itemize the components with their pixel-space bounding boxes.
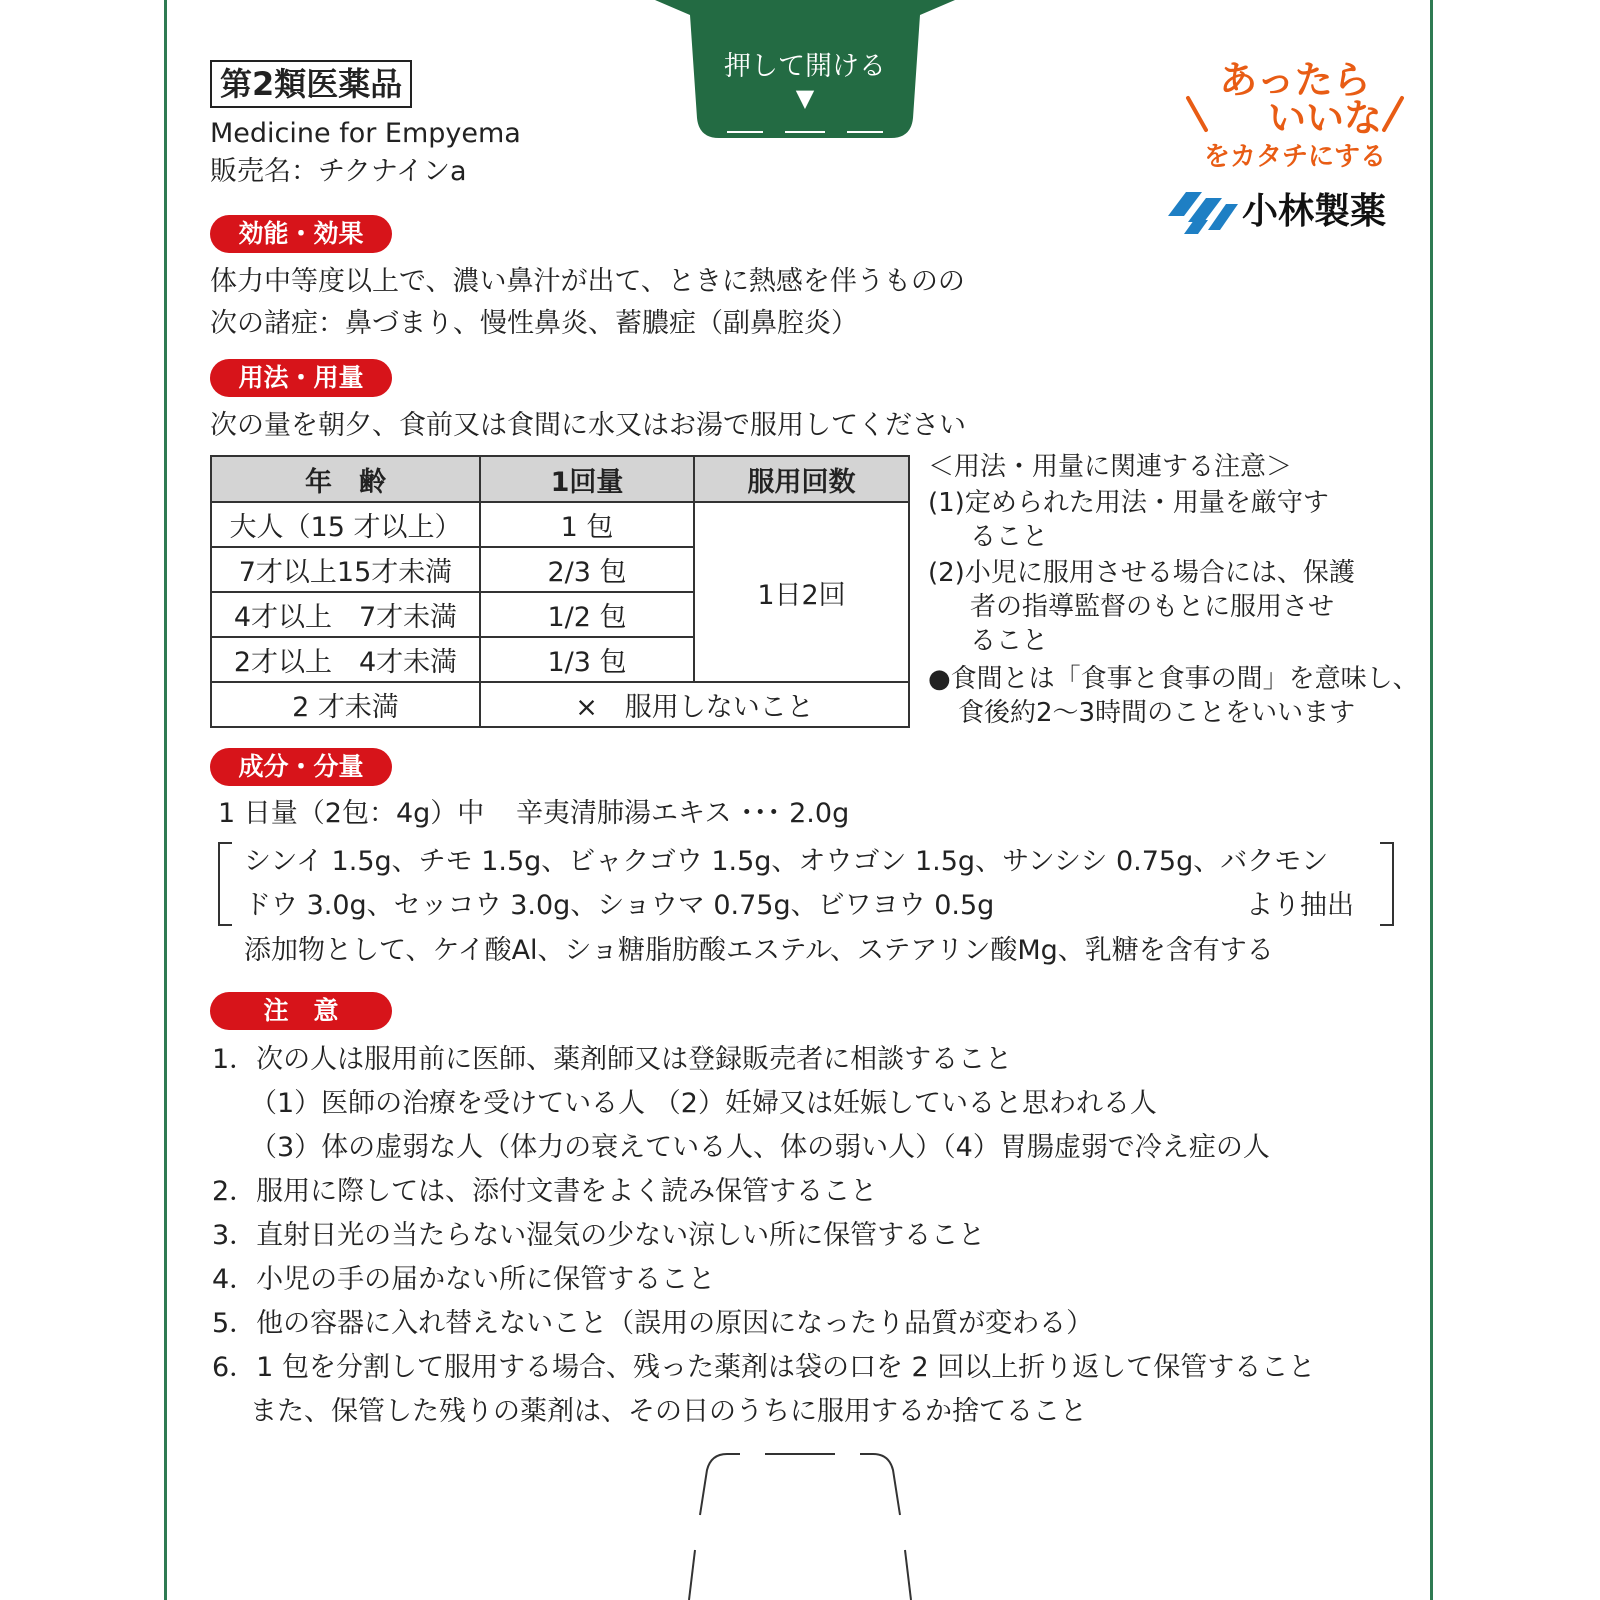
caution-line: 6．1 包を分割して服用する場合、残った薬剤は袋の口を 2 回以上折り返して保管すること xyxy=(212,1352,1316,1383)
slogan-line2: いいな xyxy=(1267,96,1382,140)
dosage-heading: 用法・用量 xyxy=(210,359,392,397)
dosage-note: (1)定められた用法・用量を厳守す xyxy=(928,488,1329,518)
table-row xyxy=(211,502,909,547)
column-header-age: 年 齢 xyxy=(211,456,480,502)
table-row xyxy=(211,682,909,727)
english-name: Medicine for Empyema xyxy=(210,118,521,149)
additives: 添加物として、ケイ酸Al、ショ糖脂肪酸エステル、ステアリン酸Mg、乳糖を含有する xyxy=(244,935,1274,966)
age-cell: 2 才未満 xyxy=(211,682,480,727)
not-allowed-cell: × 服用しないこと xyxy=(480,682,909,727)
left-bracket xyxy=(218,842,232,926)
bottom-tab-outline xyxy=(665,1440,935,1600)
age-cell: 大人（15 才以上） xyxy=(211,502,480,547)
efficacy-line: 次の諸症：鼻づまり、慢性鼻炎、蓄膿症（副鼻腔炎） xyxy=(210,308,858,339)
caution-line: 2．服用に際しては、添付文書をよく読み保管すること xyxy=(212,1176,878,1207)
sales-name: 販売名：チクナインa xyxy=(210,156,467,187)
dosage-note: 食後約2～3時間のことをいいます xyxy=(958,698,1356,728)
drug-classification: 第2類医薬品 xyxy=(210,60,412,108)
package-left-edge xyxy=(164,0,167,1600)
caution-line: 4．小児の手の届かない所に保管すること xyxy=(212,1264,716,1295)
caution-line: また、保管した残りの薬剤は、その日のうちに服用するか捨てること xyxy=(250,1396,1087,1427)
push-open-tab[interactable] xyxy=(655,0,955,140)
caution-line: （3）体の虚弱な人（体力の衰えている人、体の弱い人）（4）胃腸虚弱で冷え症の人 xyxy=(250,1132,1270,1163)
dosage-note: ＜用法・用量に関連する注意＞ xyxy=(928,452,1293,482)
kobayashi-logo-icon xyxy=(1168,190,1238,236)
herbs-line: ドウ 3.0g、セッコウ 3.0g、ショウマ 0.75g、ビワヨウ 0.5g xyxy=(244,890,995,921)
right-bracket xyxy=(1380,842,1394,926)
caution-line: （1）医師の治療を受けている人 （2）妊婦又は妊娠していると思われる人 xyxy=(250,1088,1157,1119)
tab-label: 押して開ける xyxy=(724,51,886,82)
caution-line: 5．他の容器に入れ替えないこと（誤用の原因になったり品質が変わる） xyxy=(212,1308,1094,1339)
efficacy-line: 体力中等度以上で、濃い鼻汁が出て、ときに熱感を伴うものの xyxy=(210,266,965,297)
amount-cell: 1/3 包 xyxy=(480,637,694,682)
age-cell: 2才以上 4才未満 xyxy=(211,637,480,682)
herbs-line: シンイ 1.5g、チモ 1.5g、ビャクゴウ 1.5g、オウゴン 1.5g、サンシシ 0.75g、バクモン xyxy=(244,846,1329,877)
age-cell: 4才以上 7才未満 xyxy=(211,592,480,637)
table-header-row xyxy=(211,456,909,502)
extracted-from: より抽出 xyxy=(1246,890,1354,921)
ingredients-heading: 成分・分量 xyxy=(210,748,392,786)
column-header-amount: 1回量 xyxy=(480,456,694,502)
age-cell: 7才以上15才未満 xyxy=(211,547,480,592)
dosage-note: (2)小児に服用させる場合には、保護 xyxy=(928,558,1355,588)
slogan-line3: をカタチにする xyxy=(1203,142,1386,172)
efficacy-heading: 効能・効果 xyxy=(210,215,392,253)
slogan-line1: あったら xyxy=(1219,58,1371,102)
cautions-heading: 注 意 xyxy=(210,992,392,1030)
dosage-intro: 次の量を朝夕、食前又は食間に水又はお湯で服用してください xyxy=(210,410,966,441)
dosage-note: ること xyxy=(970,522,1049,552)
column-header-frequency: 服用回数 xyxy=(694,456,909,502)
down-arrow-icon: ▼ xyxy=(795,84,815,112)
dosage-note: 者の指導監督のもとに服用させ xyxy=(970,592,1335,622)
dosage-table xyxy=(210,455,910,728)
dosage-note: ること xyxy=(970,626,1049,656)
extract-amount: 辛夷清肺湯エキス ･･･ 2.0g xyxy=(516,798,850,829)
amount-cell: 1/2 包 xyxy=(480,592,694,637)
amount-cell: 2/3 包 xyxy=(480,547,694,592)
daily-amount-label: 1 日量（2包：4g）中 xyxy=(218,798,485,829)
amount-cell: 1 包 xyxy=(480,502,694,547)
caution-line: 1．次の人は服用前に医師、薬剤師又は登録販売者に相談すること xyxy=(212,1044,1013,1075)
frequency-cell: 1日2回 xyxy=(694,502,909,682)
caution-line: 3．直射日光の当たらない湿気の少ない涼しい所に保管すること xyxy=(212,1220,986,1251)
company-name: 小林製薬 xyxy=(1242,191,1387,232)
dosage-note: ●食間とは「食事と食事の間」を意味し、 xyxy=(928,664,1419,694)
package-right-edge xyxy=(1430,0,1433,1600)
